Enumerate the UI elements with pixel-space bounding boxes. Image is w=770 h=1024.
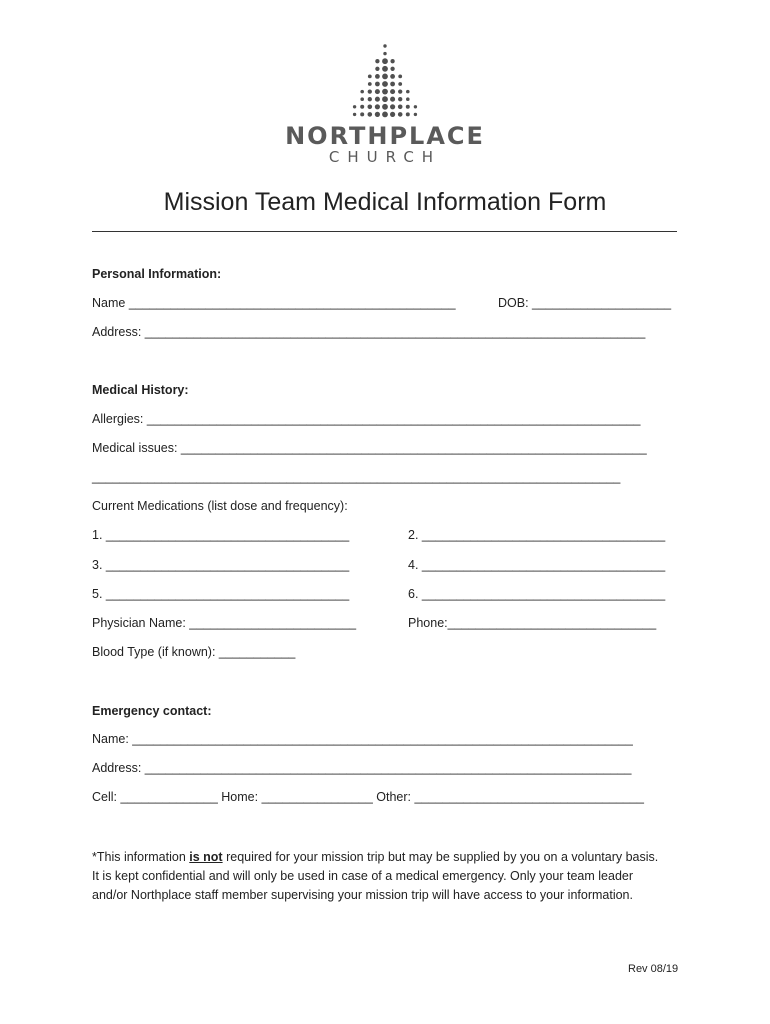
blood-type-field[interactable]: Blood Type (if known): ___________: [92, 645, 296, 659]
logo-dot: [406, 112, 410, 116]
medication-5-field[interactable]: 5. ___________________________________: [92, 587, 350, 601]
logo-dot: [383, 44, 386, 47]
medical-issues-field[interactable]: Medical issues: ___________________________________________________________________: [92, 441, 647, 455]
logo-dot: [390, 74, 395, 79]
logo-dot: [382, 58, 388, 64]
logo-dot: [360, 90, 364, 94]
logo-wordmark-line2: CHURCH: [328, 148, 442, 166]
logo-dot: [390, 82, 395, 87]
logo-dot: [375, 74, 380, 79]
emergency-name-field[interactable]: Name: ________________________________________________________________________: [92, 732, 633, 746]
medication-3-field[interactable]: 3. ___________________________________: [92, 558, 350, 572]
confidentiality-notice: [92, 848, 692, 905]
logo-dot: [375, 89, 380, 94]
notice-emphasis: is not: [189, 850, 223, 864]
medication-6-field[interactable]: 6. ___________________________________: [408, 587, 666, 601]
logo-dot: [406, 90, 410, 94]
logo-dot: [382, 96, 388, 102]
revision-label: Rev 08/19: [628, 963, 679, 975]
allergies-field[interactable]: Allergies: _______________________________________________________________________: [92, 412, 641, 426]
logo-dot: [353, 113, 356, 116]
personal-dob-field[interactable]: DOB: ____________________: [498, 296, 672, 310]
physician-name-field[interactable]: Physician Name: ________________________: [92, 616, 357, 630]
logo-wordmark-line1: NORTHPLACE: [285, 122, 485, 150]
logo-dot: [398, 97, 402, 101]
medical-issues-field-line2[interactable]: ____________________________________________________________________________: [92, 470, 621, 484]
logo-dot: [390, 104, 395, 109]
logo-dot: [368, 89, 372, 93]
medication-4-field[interactable]: 4. ___________________________________: [408, 558, 666, 572]
emergency-phone-fields[interactable]: Cell: ______________ Home: ________________ Other: _________________________________: [92, 790, 644, 804]
logo-dot: [382, 89, 388, 95]
personal-name-field[interactable]: Name _______________________________________________: [92, 296, 456, 310]
logo-dot: [383, 52, 386, 55]
logo-dot: [375, 112, 380, 117]
logo-dot: [390, 67, 394, 71]
logo-dot: [375, 97, 380, 102]
logo-dot: [353, 105, 356, 108]
logo-dot: [382, 74, 388, 80]
logo-dot: [382, 81, 388, 87]
medical-history-heading: Medical History:: [92, 383, 189, 397]
logo-dot: [414, 105, 417, 108]
logo-dot: [360, 105, 364, 109]
personal-info-heading: Personal Information:: [92, 267, 222, 281]
logo-dot: [375, 104, 380, 109]
personal-address-field[interactable]: Address: ________________________________________________________________________: [92, 325, 646, 339]
medications-label: Current Medications (list dose and frequency):: [92, 499, 348, 513]
logo-dot: [390, 59, 394, 63]
logo-dot: [360, 112, 364, 116]
dot-pattern-icon: [333, 42, 437, 120]
logo-dot: [382, 112, 388, 118]
logo-dot: [382, 104, 388, 110]
notice-line-3: and/or Northplace staff member supervising your mission trip will have access to your information.: [92, 888, 633, 902]
logo-dot: [406, 105, 410, 109]
logo-dot: [406, 97, 410, 101]
logo-dot: [398, 89, 402, 93]
emergency-address-field[interactable]: Address: ______________________________________________________________________: [92, 761, 632, 775]
medication-2-field[interactable]: 2. ___________________________________: [408, 528, 666, 542]
logo-dot: [360, 97, 364, 101]
physician-phone-field[interactable]: Phone:______________________________: [408, 616, 657, 630]
logo-dot: [375, 59, 379, 63]
logo-dot: [390, 112, 395, 117]
logo-dot: [398, 82, 402, 86]
page-title: Mission Team Medical Information Form: [163, 188, 607, 216]
logo-dot: [368, 112, 373, 117]
logo-dot: [368, 105, 373, 110]
logo-dot: [375, 82, 380, 87]
logo-dot: [398, 112, 403, 117]
logo-dot: [398, 105, 403, 110]
emergency-contact-heading: Emergency contact:: [92, 704, 212, 718]
medication-1-field[interactable]: 1. ___________________________________: [92, 528, 350, 542]
logo-dot: [368, 82, 372, 86]
logo-dot: [390, 97, 395, 102]
logo-dot: [398, 75, 402, 79]
notice-line-1: *This information is not required for your mission trip but may be supplied by you on a voluntary basis.: [92, 850, 659, 864]
title-divider: [92, 231, 677, 232]
logo-dot: [414, 113, 417, 116]
logo-dot: [390, 89, 395, 94]
notice-line-2: It is kept confidential and will only be used in case of a medical emergency. Only your team leader: [92, 869, 634, 883]
logo-dot: [368, 75, 372, 79]
northplace-church-logo: [283, 42, 487, 170]
logo-dot: [375, 67, 379, 71]
logo-dot: [368, 97, 372, 101]
logo-dot: [382, 66, 388, 72]
